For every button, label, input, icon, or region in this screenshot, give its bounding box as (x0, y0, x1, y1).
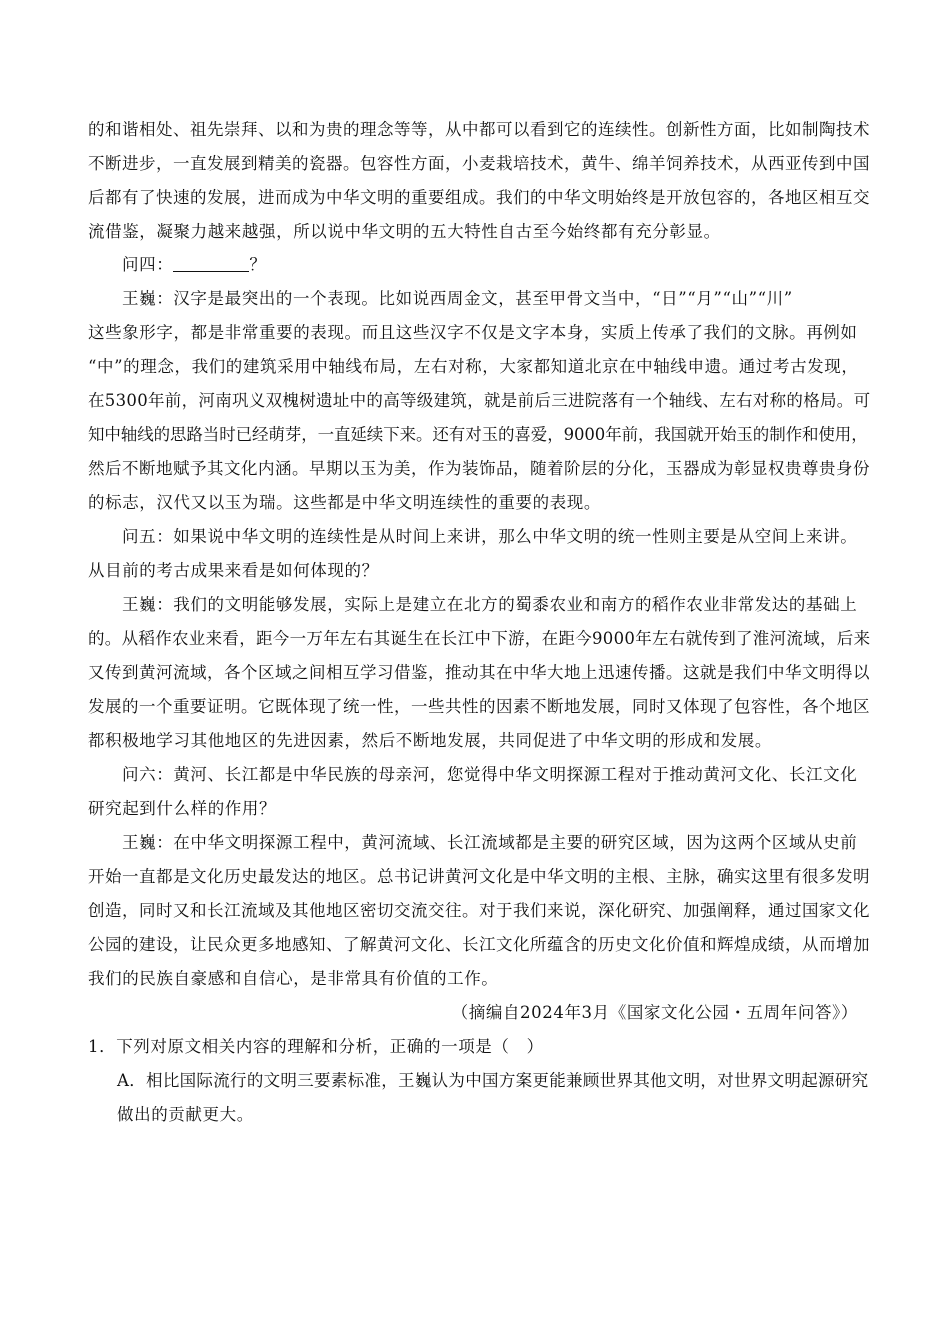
para1-line-2: 不断进步，一直发展到精美的瓷器。包容性方面，小麦栽培技术，黄牛、绵羊饲养技术，从西亚传到中国 (88, 154, 870, 173)
para3-line-2: 的。从稻作农业来看，距今一万年左右其诞生在长江中下游，在距今9000年左右就传到了淮河流域，后来 (88, 629, 871, 648)
question-4 (122, 255, 266, 275)
para3-line-3: 又传到黄河流域，各个区域之间相互学习借鉴，推动其在中华大地上迅速传播。这就是我们中华文明得以 (88, 663, 870, 682)
para2-line-3: “中”的理念，我们的建筑采用中轴线布局，左右对称，大家都知道北京在中轴线申遗。通过考古发现， (88, 357, 859, 376)
source-citation: （摘编自2024年3月《国家文化公园・五周年问答》） (451, 1003, 858, 1022)
option-a-line-1: A．相比国际流行的文明三要素标准，王巍认为中国方案更能兼顾世界其他文明，对世界文明起源研究 (117, 1071, 869, 1090)
question-4-prefix: 问四： (122, 255, 174, 274)
para2-line-7: 的标志，汉代又以玉为瑞。这些都是中华文明连续性的重要的表现。 (88, 493, 601, 512)
question-1: 1．下列对原文相关内容的理解和分析，正确的一项是（ ） (88, 1037, 544, 1056)
para2-line-4: 在5300年前，河南巩义双槐树遗址中的高等级建筑，就是前后三进院落有一个轴线、左右对称的格局。可 (88, 391, 871, 410)
para4-line-1: 王巍：在中华文明探源工程中，黄河流域、长江流域都是主要的研究区域，因为这两个区域从史前 (122, 833, 858, 852)
para1-line-1: 的和谐相处、祖先崇拜、以和为贵的理念等等，从中都可以看到它的连续性。创新性方面，比如制陶技术 (88, 120, 870, 139)
para4-line-2: 开始一直都是文化历史最发达的地区。总书记讲黄河文化是中华文明的主根、主脉，确实这里有很多发明 (88, 867, 870, 886)
para4-line-3: 创造，同时又和长江流域及其他地区密切交流交往。对于我们来说，深化研究、加强阐释，通过国家文化 (88, 901, 870, 920)
para2-line-2: 这些象形字，都是非常重要的表现。而且这些汉字不仅是文字本身，实质上传承了我们的文脉。再例如 (88, 323, 858, 342)
option-a-line-2: 做出的贡献更大。 (117, 1105, 254, 1124)
question-6-line-2: 研究起到什么样的作用？ (88, 799, 277, 818)
para3-line-5: 都积极地学习其他地区的先进因素，然后不断地发展，共同促进了中华文明的形成和发展。 (88, 731, 772, 750)
para2-line-6: 然后不断地赋予其文化内涵。早期以玉为美，作为装饰品，随着阶层的分化，玉器成为彰显权贵尊贵身份 (88, 459, 870, 478)
answer-blank (173, 257, 249, 272)
para1-line-4: 流借鉴，凝聚力越来越强，所以说中华文明的五大特性自古至今始终都有充分彰显。 (88, 222, 721, 241)
question-4-suffix: ？ (249, 255, 267, 274)
para4-line-5: 我们的民族自豪感和自信心，是非常具有价值的工作。 (88, 969, 499, 988)
question-6-line-1: 问六：黄河、长江都是中华民族的母亲河，您觉得中华文明探源工程对于推动黄河文化、长江文化 (122, 765, 858, 784)
para3-line-1: 王巍：我们的文明能够发展，实际上是建立在北方的蜀黍农业和南方的稻作农业非常发达的基础上 (122, 595, 858, 614)
para3-line-4: 发展的一个重要证明。它既体现了统一性，一些共性的因素不断地发展，同时又体现了包容性，各个地区 (88, 697, 870, 716)
question-5-line-2: 从目前的考古成果来看是如何体现的？ (88, 561, 379, 580)
para1-line-3: 后都有了快速的发展，进而成为中华文明的重要组成。我们的中华文明始终是开放包容的，各地区相互交 (88, 188, 870, 207)
para2-line-1: 王巍：汉字是最突出的一个表现。比如说西周金文，甚至甲骨文当中，“日”“月”“山”“川” (122, 289, 793, 308)
para2-line-5: 知中轴线的思路当时已经萌芽，一直延续下来。还有对玉的喜爱，9000年前，我国就开始玉的制作和使用， (88, 425, 868, 444)
question-5-line-1: 问五：如果说中华文明的连续性是从时间上来讲，那么中华文明的统一性则主要是从空间上来讲。 (122, 527, 858, 546)
para4-line-4: 公园的建设，让民众更多地感知、了解黄河文化、长江文化所蕴含的历史文化价值和辉煌成绩，从而增加 (88, 935, 870, 954)
